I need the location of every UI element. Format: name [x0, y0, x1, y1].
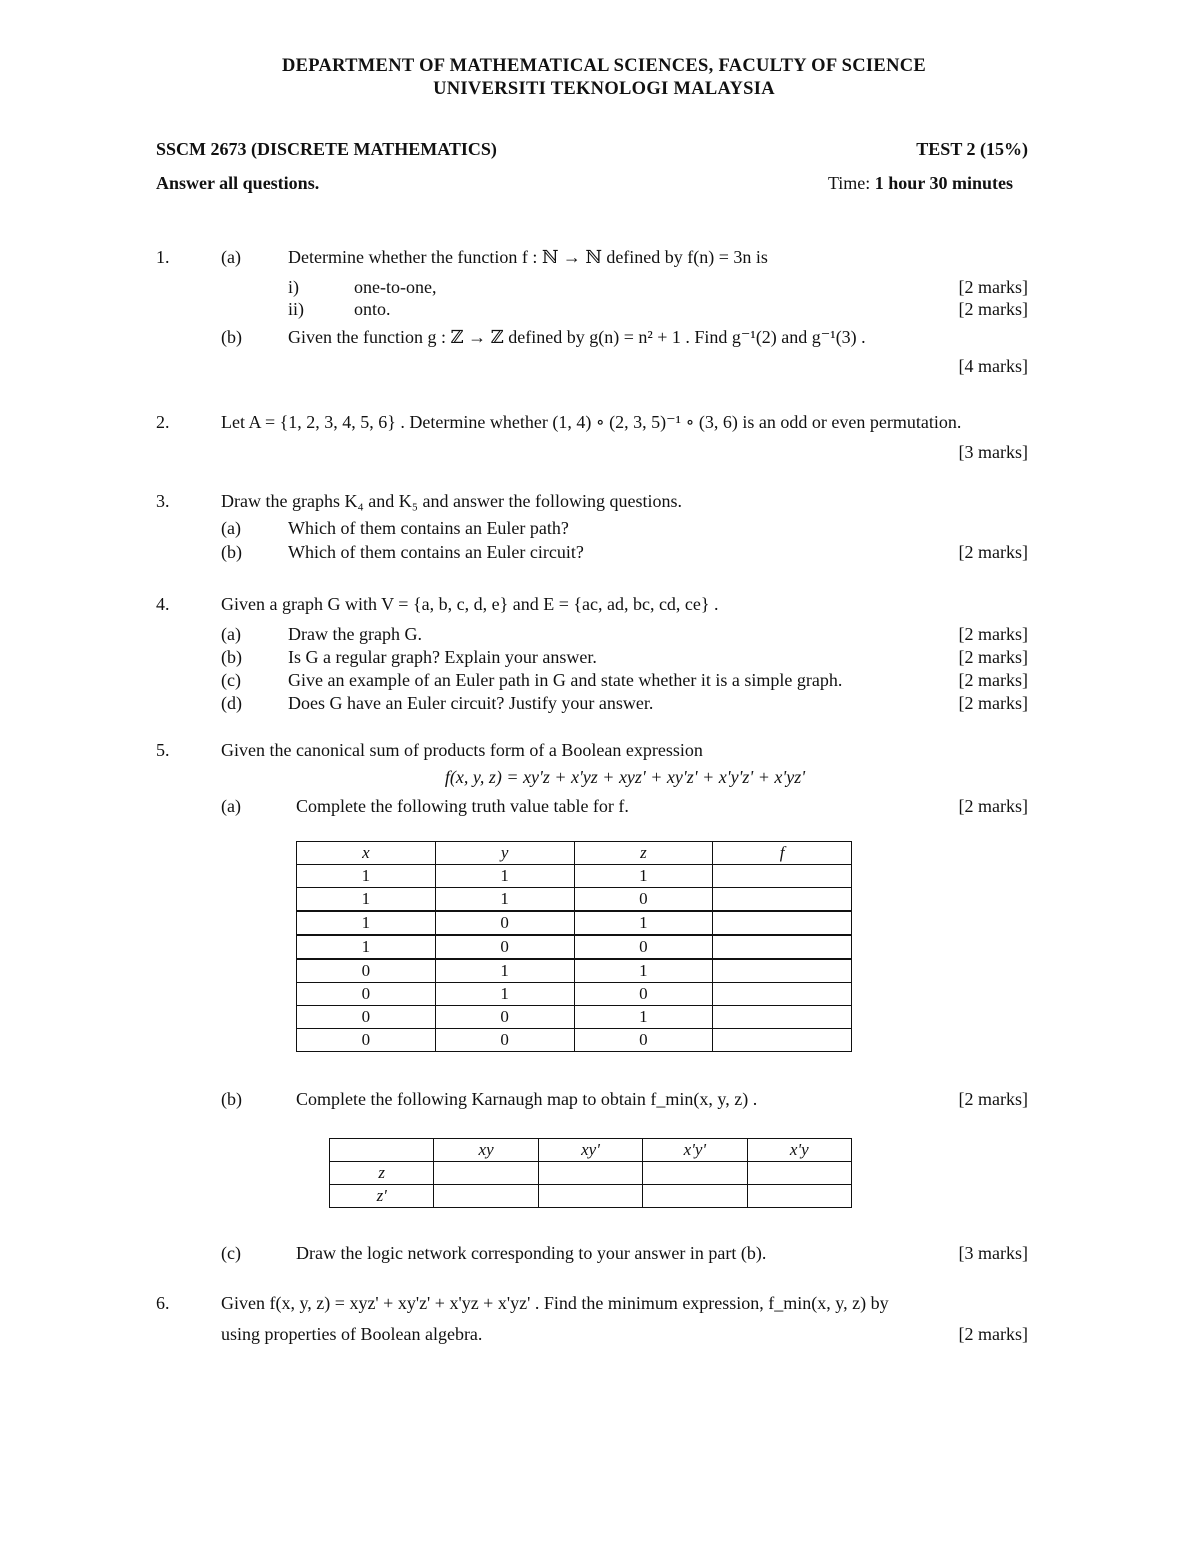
cell-f — [713, 983, 852, 1006]
cell-x: 0 — [297, 1006, 436, 1029]
cell-z: 1 — [574, 959, 713, 983]
table-row — [297, 865, 852, 888]
karnaugh-map — [329, 1138, 852, 1208]
q5-number: 5. — [156, 740, 170, 760]
q3-number: 3. — [156, 491, 170, 511]
q4a-text: Draw the graph G. — [288, 624, 422, 644]
q5b-marks: [2 marks] — [958, 1089, 1028, 1109]
university-title: UNIVERSITI TEKNOLOGI MALAYSIA — [433, 79, 775, 99]
q4c-label: (c) — [221, 670, 241, 690]
kmap-cell — [747, 1162, 851, 1185]
kmap-cell — [747, 1185, 851, 1208]
q4b-label: (b) — [221, 647, 242, 667]
cell-y: 1 — [435, 888, 574, 912]
q4a-label: (a) — [221, 624, 241, 644]
q1a-label: (a) — [221, 247, 241, 267]
q4b-marks: [2 marks] — [958, 647, 1028, 667]
q1-ii-label: ii) — [288, 299, 304, 319]
q5c-marks: [3 marks] — [958, 1243, 1028, 1263]
cell-x: 1 — [297, 935, 436, 959]
cell-z: 0 — [574, 983, 713, 1006]
q1-i-label: i) — [288, 277, 299, 297]
cell-f — [713, 1029, 852, 1052]
course-code: SSCM 2673 (DISCRETE MATHEMATICS) — [156, 139, 497, 159]
q3b-label: (b) — [221, 542, 242, 562]
cell-x: 0 — [297, 983, 436, 1006]
q5-text: Given the canonical sum of products form of a Boolean expression — [221, 740, 703, 760]
cell-z: 0 — [574, 1029, 713, 1052]
q1b-label: (b) — [221, 327, 242, 347]
q4-number: 4. — [156, 594, 170, 614]
q1-i-text: one-to-one, — [354, 277, 437, 297]
cell-y: 0 — [435, 1029, 574, 1052]
q4-text: Given a graph G with V = {a, b, c, d, e} and E = {ac, ad, bc, cd, ce} . — [221, 594, 719, 614]
header-y: y — [435, 842, 574, 865]
cell-f — [713, 911, 852, 935]
q6-text-line1: Given f(x, y, z) = xyz' + xy'z' + x'yz + x'yz' . Find the minimum expression, f_min(x, y, z) by — [221, 1293, 889, 1313]
cell-z: 1 — [574, 911, 713, 935]
q6-number: 6. — [156, 1293, 170, 1313]
q3a-label: (a) — [221, 518, 241, 538]
kmap-corner — [330, 1139, 434, 1162]
q2-text: Let A = {1, 2, 3, 4, 5, 6} . Determine whether (1, 4) ∘ (2, 3, 5)⁻¹ ∘ (3, 6) is an odd or even permutation. — [221, 412, 962, 432]
kmap-cell — [643, 1185, 747, 1208]
cell-y: 1 — [435, 959, 574, 983]
kmap-header-xy-prime: xy' — [538, 1139, 642, 1162]
instruction: Answer all questions. — [156, 173, 320, 193]
kmap-row-header-z-prime: z' — [330, 1185, 434, 1208]
kmap-header-xy: xy — [434, 1139, 538, 1162]
q1b-text: Given the function g : ℤ → ℤ defined by g(n) = n² + 1 . Find g⁻¹(2) and g⁻¹(3) . — [288, 327, 866, 347]
cell-y: 1 — [435, 865, 574, 888]
q1-ii-marks: [2 marks] — [958, 299, 1028, 319]
cell-f — [713, 959, 852, 983]
q5c-text: Draw the logic network corresponding to your answer in part (b). — [296, 1243, 767, 1263]
q1-ii-text: onto. — [354, 299, 391, 319]
header-z: z — [574, 842, 713, 865]
q1a-text: Determine whether the function f : ℕ → ℕ defined by f(n) = 3n is — [288, 247, 768, 267]
cell-f — [713, 888, 852, 912]
table-row — [297, 983, 852, 1006]
q4d-text: Does G have an Euler circuit? Justify your answer. — [288, 693, 654, 713]
truth-table — [296, 841, 852, 1052]
q4d-marks: [2 marks] — [958, 693, 1028, 713]
test-weight: TEST 2 (15%) — [916, 139, 1028, 159]
q6-text-line2: using properties of Boolean algebra. — [221, 1324, 483, 1344]
q4a-marks: [2 marks] — [958, 624, 1028, 644]
q3-text: Draw the graphs K₄ and K₅ and answer the following questions. — [221, 491, 682, 511]
cell-f — [713, 1006, 852, 1029]
q2-marks: [3 marks] — [958, 442, 1028, 462]
cell-x: 0 — [297, 1029, 436, 1052]
q4c-marks: [2 marks] — [958, 670, 1028, 690]
kmap-cell — [434, 1185, 538, 1208]
kmap-row-header-z: z — [330, 1162, 434, 1185]
q2-number: 2. — [156, 412, 170, 432]
table-row — [297, 959, 852, 983]
time-allowed: Time: 1 hour 30 minutes — [827, 173, 1013, 193]
q5b-label: (b) — [221, 1089, 242, 1109]
q5b-text: Complete the following Karnaugh map to obtain f_min(x, y, z) . — [296, 1089, 758, 1109]
cell-y: 1 — [435, 983, 574, 1006]
kmap-header-x-prime-y: x'y — [747, 1139, 851, 1162]
cell-y: 0 — [435, 911, 574, 935]
cell-x: 1 — [297, 865, 436, 888]
q1-i-marks: [2 marks] — [958, 277, 1028, 297]
q5a-label: (a) — [221, 796, 241, 816]
q3b-text: Which of them contains an Euler circuit? — [288, 542, 584, 562]
kmap-cell — [538, 1162, 642, 1185]
kmap-header-row — [330, 1139, 852, 1162]
q5-boolean-expression: f(x, y, z) = xy'z + x'yz + xyz' + xy'z' + x'y'z' + x'yz' — [444, 767, 806, 787]
cell-z: 0 — [574, 888, 713, 912]
cell-y: 0 — [435, 1006, 574, 1029]
q4b-text: Is G a regular graph? Explain your answer. — [288, 647, 597, 667]
department-title: DEPARTMENT OF MATHEMATICAL SCIENCES, FACULTY OF SCIENCE — [281, 56, 927, 76]
cell-z: 1 — [574, 865, 713, 888]
cell-x: 1 — [297, 888, 436, 912]
cell-z: 1 — [574, 1006, 713, 1029]
q1-number: 1. — [156, 247, 170, 267]
q1b-marks: [4 marks] — [958, 356, 1028, 376]
table-row — [297, 911, 852, 935]
cell-f — [713, 865, 852, 888]
table-row — [297, 1006, 852, 1029]
table-row — [297, 935, 852, 959]
cell-z: 0 — [574, 935, 713, 959]
kmap-cell — [643, 1162, 747, 1185]
cell-x: 1 — [297, 911, 436, 935]
kmap-cell — [434, 1162, 538, 1185]
cell-y: 0 — [435, 935, 574, 959]
q3-marks: [2 marks] — [958, 542, 1028, 562]
kmap-cell — [538, 1185, 642, 1208]
q3a-text: Which of them contains an Euler path? — [288, 518, 569, 538]
table-row — [297, 888, 852, 912]
table-row — [297, 1029, 852, 1052]
cell-f — [713, 935, 852, 959]
kmap-row-z-prime — [330, 1185, 852, 1208]
q4d-label: (d) — [221, 693, 242, 713]
q5c-label: (c) — [221, 1243, 241, 1263]
q4c-text: Give an example of an Euler path in G and state whether it is a simple graph. — [288, 670, 843, 690]
q5a-marks: [2 marks] — [958, 796, 1028, 816]
header-x: x — [297, 842, 436, 865]
q5a-text: Complete the following truth value table for f. — [296, 796, 629, 816]
kmap-header-x-prime-y-prime: x'y' — [643, 1139, 747, 1162]
q6-marks: [2 marks] — [958, 1324, 1028, 1344]
cell-x: 0 — [297, 959, 436, 983]
header-f: f — [713, 842, 852, 865]
truth-table-header — [297, 842, 852, 865]
kmap-row-z — [330, 1162, 852, 1185]
